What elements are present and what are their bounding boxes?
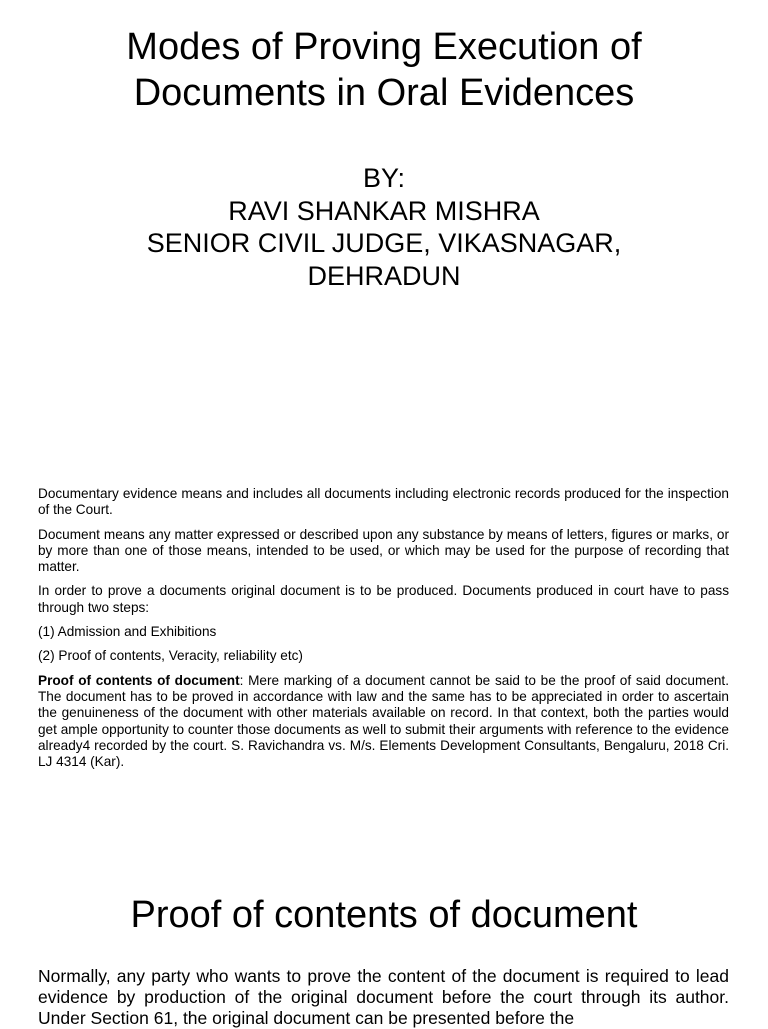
section-heading: Proof of contents of document (130, 894, 638, 936)
paragraph-documentary-evidence: Documentary evidence means and includes all documents including electronic records produced for the inspection of the Court. (38, 486, 729, 518)
author-by: BY: (362, 163, 406, 193)
step-one: (1) Admission and Exhibitions (38, 624, 217, 640)
title-line-1: Modes of Proving Execution of (126, 26, 642, 68)
document-title (0, 24, 768, 116)
author-block (0, 162, 768, 292)
paragraph-two-steps: In order to prove a documents original document is to be produced. Documents produced in court have to pass through two steps: (38, 583, 729, 615)
body-text (38, 486, 729, 778)
paragraph-proof-of-contents (38, 673, 729, 771)
author-designation: SENIOR CIVIL JUDGE, VIKASNAGAR, (146, 228, 622, 258)
proof-of-contents-label: Proof of contents of document (38, 672, 240, 688)
author-name: RAVI SHANKAR MISHRA (228, 195, 540, 226)
proof-of-contents-text: : Mere marking of a document cannot be said to be the proof of said document. The document has to be proved in accordance with law and the same has to be appreciated in order to ascertain the genuineness of the document with other materials available on record. In that context, both the parties would get ample opportunity to counter those documents as well to submit their arguments with reference to the evidence already4 recorded by the court. S. Ravichandra vs. M/s. Elements Development Consultants, Bengaluru, 2018 Cri. LJ 4314 (Kar). (38, 672, 729, 770)
section-intro-text: Normally, any party who wants to prove the content of the document is required to lead evidence by production of the original document before the court through its author. Under Section 61, the original document can be presented before the (38, 966, 729, 1028)
paragraph-document-definition: Document means any matter expressed or described upon any substance by means of letters, figures or marks, or by more than one of those means, intended to be used, or which may be used for the purpose of recording that matter. (38, 526, 729, 575)
step-two: (2) Proof of contents, Veracity, reliability etc) (38, 648, 303, 664)
author-place: DEHRADUN (307, 260, 461, 291)
title-line-2: Documents in Oral Evidences (133, 72, 635, 114)
